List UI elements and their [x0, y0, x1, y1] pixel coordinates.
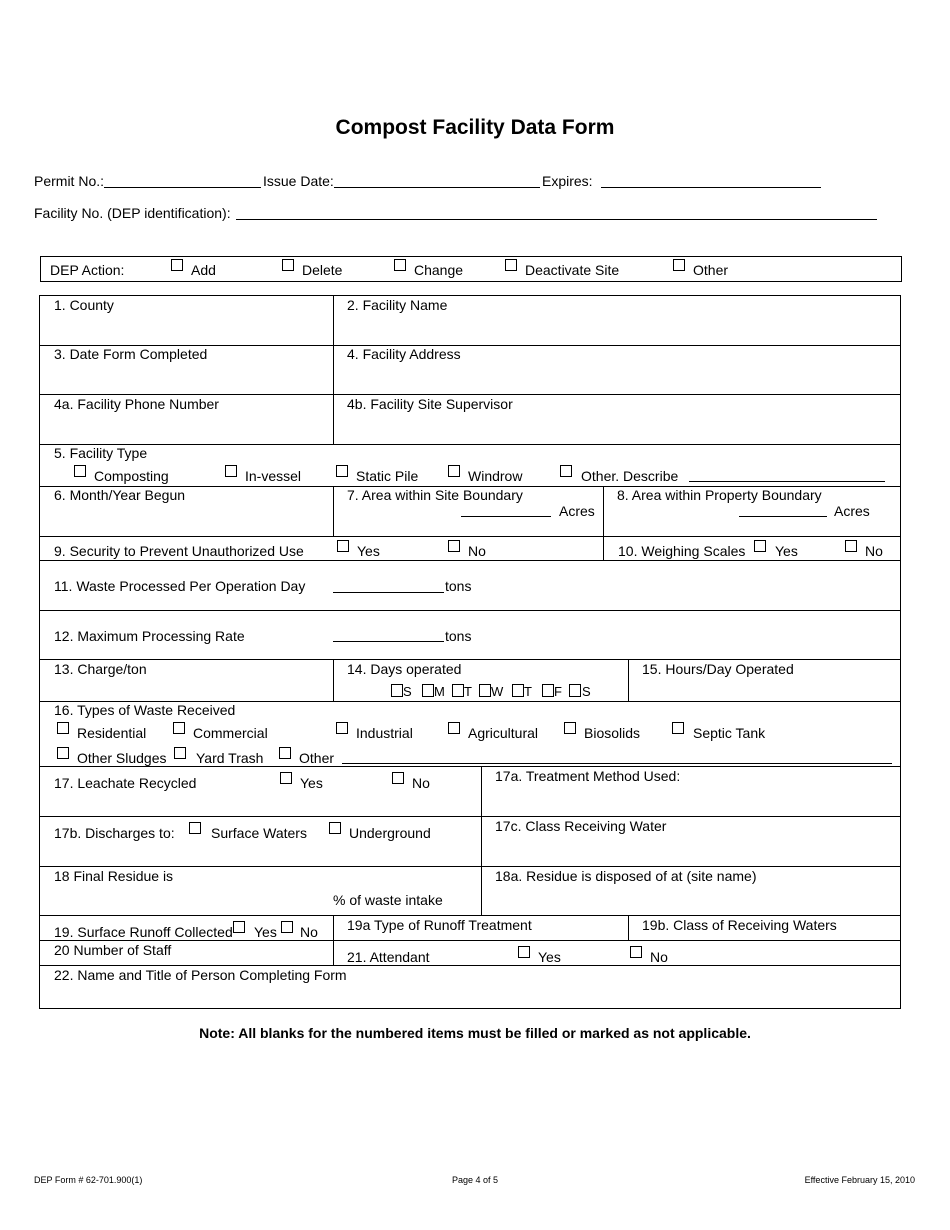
other-action-label: Other: [693, 262, 729, 278]
scales-no-label: No: [865, 543, 883, 559]
attendant-yes-checkbox[interactable]: [518, 946, 530, 958]
composting-checkbox[interactable]: [74, 465, 86, 477]
day-label-wednesday: W: [491, 684, 504, 699]
scales-yes-checkbox[interactable]: [754, 540, 766, 552]
form-note: Note: All blanks for the numbered items must be filled or marked as not applicable.: [199, 1025, 751, 1041]
row-divider: [39, 536, 900, 537]
dep-action-label: DEP Action:: [50, 262, 125, 278]
scales-no-checkbox[interactable]: [845, 540, 857, 552]
treatment-method-label: 17a. Treatment Method Used:: [495, 768, 681, 784]
weighing-scales-label: 10. Weighing Scales: [618, 543, 746, 559]
residue-disposed-label: 18a. Residue is disposed of at (site name): [495, 868, 757, 884]
surface-waters-checkbox[interactable]: [189, 822, 201, 834]
area-property-boundary-label: 8. Area within Property Boundary: [617, 487, 822, 503]
add-checkbox[interactable]: [171, 259, 183, 271]
footer-form-number: DEP Form # 62-701.900(1): [34, 1175, 143, 1185]
page-title: Compost Facility Data Form: [335, 116, 615, 139]
attendant-label: 21. Attendant: [347, 949, 430, 965]
max-processing-rate-tons: tons: [445, 628, 472, 644]
other-action-checkbox[interactable]: [673, 259, 685, 271]
runoff-no-checkbox[interactable]: [281, 921, 293, 933]
col-divider: [333, 915, 334, 965]
class-receiving-water-label: 17c. Class Receiving Water: [495, 818, 667, 834]
dep-action-box: [40, 256, 902, 282]
in-vessel-checkbox[interactable]: [225, 465, 237, 477]
biosolids-checkbox[interactable]: [564, 722, 576, 734]
surface-runoff-label: 19. Surface Runoff Collected: [54, 924, 233, 940]
deactivate-site-label: Deactivate Site: [525, 262, 620, 278]
static-pile-checkbox[interactable]: [336, 465, 348, 477]
residential-label: Residential: [77, 725, 147, 741]
static-pile-label: Static Pile: [356, 468, 419, 484]
waste-processed-field[interactable]: [333, 592, 444, 593]
row-divider: [39, 766, 900, 767]
security-no-label: No: [468, 543, 486, 559]
yard-trash-checkbox[interactable]: [174, 747, 186, 759]
day-label-friday: F: [554, 684, 562, 699]
leachate-no-checkbox[interactable]: [392, 772, 404, 784]
industrial-checkbox[interactable]: [336, 722, 348, 734]
facility-site-supervisor-label: 4b. Facility Site Supervisor: [347, 396, 513, 412]
facility-phone-label: 4a. Facility Phone Number: [54, 396, 219, 412]
other-sludges-label: Other Sludges: [77, 750, 167, 766]
facility-no-field[interactable]: [236, 219, 877, 220]
day-checkbox-saturday[interactable]: [569, 684, 581, 697]
col-divider: [628, 915, 629, 940]
day-label-sunday: S: [403, 684, 412, 699]
day-checkbox-wednesday[interactable]: [479, 684, 491, 697]
expires-field[interactable]: [601, 187, 821, 188]
waste-processed-label: 11. Waste Processed Per Operation Day: [54, 578, 306, 594]
residential-checkbox[interactable]: [57, 722, 69, 734]
leachate-no-label: No: [412, 775, 430, 791]
delete-label: Delete: [302, 262, 343, 278]
commercial-checkbox[interactable]: [173, 722, 185, 734]
area-site-boundary-field[interactable]: [461, 516, 551, 517]
types-of-waste-label: 16. Types of Waste Received: [54, 702, 236, 718]
row-divider: [39, 866, 900, 867]
underground-label: Underground: [349, 825, 431, 841]
leachate-yes-label: Yes: [300, 775, 323, 791]
class-receiving-waters-label: 19b. Class of Receiving Waters: [642, 917, 837, 933]
date-form-completed-label: 3. Date Form Completed: [54, 346, 208, 362]
row-divider: [39, 965, 900, 966]
day-label-thursday: T: [524, 684, 532, 699]
facility-type-label: 5. Facility Type: [54, 445, 148, 461]
runoff-yes-label: Yes: [254, 924, 277, 940]
area-property-boundary-field[interactable]: [739, 516, 827, 517]
row-divider: [39, 560, 900, 561]
permit-no-field[interactable]: [104, 187, 261, 188]
col-divider: [333, 295, 334, 444]
in-vessel-label: In-vessel: [245, 468, 302, 484]
month-year-begun-label: 6. Month/Year Begun: [54, 487, 186, 503]
site-acres-label: Acres: [559, 503, 595, 519]
county-label: 1. County: [54, 297, 114, 313]
other-waste-checkbox[interactable]: [279, 747, 291, 759]
day-label-saturday: S: [582, 684, 591, 699]
max-processing-rate-field[interactable]: [333, 641, 444, 642]
footer-page-number: Page 4 of 5: [451, 1175, 499, 1185]
agricultural-label: Agricultural: [468, 725, 539, 741]
windrow-checkbox[interactable]: [448, 465, 460, 477]
attendant-yes-label: Yes: [538, 949, 561, 965]
other-describe-field[interactable]: [689, 481, 885, 482]
day-checkbox-friday[interactable]: [542, 684, 554, 697]
row-divider: [39, 394, 900, 395]
delete-checkbox[interactable]: [282, 259, 294, 271]
other-sludges-checkbox[interactable]: [57, 747, 69, 759]
day-label-monday: M: [434, 684, 445, 699]
biosolids-label: Biosolids: [584, 725, 641, 741]
permit-no-label: Permit No.:: [34, 173, 105, 189]
surface-waters-label: Surface Waters: [211, 825, 307, 841]
property-acres-label: Acres: [834, 503, 870, 519]
footer-effective-date: Effective February 15, 2010: [804, 1175, 915, 1185]
other-waste-label: Other: [299, 750, 335, 766]
day-checkbox-thursday[interactable]: [512, 684, 524, 697]
row-divider: [39, 816, 900, 817]
row-divider: [39, 659, 900, 660]
facility-address-label: 4. Facility Address: [347, 346, 461, 362]
security-yes-label: Yes: [357, 543, 380, 559]
discharges-to-label: 17b. Discharges to:: [54, 825, 175, 841]
row-divider: [39, 940, 900, 941]
security-label: 9. Security to Prevent Unauthorized Use: [54, 543, 304, 559]
commercial-label: Commercial: [193, 725, 268, 741]
row-divider: [39, 915, 900, 916]
row-divider: [39, 444, 900, 445]
facility-no-label: Facility No. (DEP identification):: [34, 205, 231, 221]
runoff-treatment-label: 19a Type of Runoff Treatment: [347, 917, 532, 933]
composting-label: Composting: [94, 468, 169, 484]
issue-date-field[interactable]: [334, 187, 540, 188]
day-checkbox-tuesday[interactable]: [452, 684, 464, 697]
agricultural-checkbox[interactable]: [448, 722, 460, 734]
runoff-no-label: No: [300, 924, 318, 940]
yard-trash-label: Yard Trash: [196, 750, 264, 766]
change-checkbox[interactable]: [394, 259, 406, 271]
other-describe-label: Other. Describe: [581, 468, 679, 484]
number-of-staff-label: 20 Number of Staff: [54, 942, 172, 958]
col-divider: [603, 486, 604, 560]
septic-tank-checkbox[interactable]: [672, 722, 684, 734]
change-label: Change: [414, 262, 464, 278]
waste-intake-percent-label: % of waste intake: [333, 892, 443, 908]
waste-processed-tons: tons: [445, 578, 472, 594]
day-checkbox-monday[interactable]: [422, 684, 434, 697]
col-divider: [333, 486, 334, 536]
scales-yes-label: Yes: [775, 543, 798, 559]
underground-checkbox[interactable]: [329, 822, 341, 834]
day-checkbox-sunday[interactable]: [391, 684, 403, 697]
security-no-checkbox[interactable]: [448, 540, 460, 552]
leachate-recycled-label: 17. Leachate Recycled: [54, 775, 197, 791]
leachate-yes-checkbox[interactable]: [280, 772, 292, 784]
person-completing-label: 22. Name and Title of Person Completing Form: [54, 967, 347, 983]
security-yes-checkbox[interactable]: [337, 540, 349, 552]
other-waste-field[interactable]: [342, 763, 892, 764]
expires-label: Expires:: [542, 173, 593, 189]
col-divider: [628, 659, 629, 701]
area-site-boundary-label: 7. Area within Site Boundary: [347, 487, 523, 503]
charge-per-ton-label: 13. Charge/ton: [54, 661, 147, 677]
deactivate-site-checkbox[interactable]: [505, 259, 517, 271]
max-processing-rate-label: 12. Maximum Processing Rate: [54, 628, 245, 644]
days-operated-label: 14. Days operated: [347, 661, 462, 677]
col-divider: [481, 766, 482, 915]
windrow-label: Windrow: [468, 468, 523, 484]
industrial-label: Industrial: [356, 725, 413, 741]
day-label-tuesday: T: [464, 684, 472, 699]
attendant-no-checkbox[interactable]: [630, 946, 642, 958]
hours-per-day-label: 15. Hours/Day Operated: [642, 661, 794, 677]
attendant-no-label: No: [650, 949, 668, 965]
other-type-checkbox[interactable]: [560, 465, 572, 477]
facility-name-label: 2. Facility Name: [347, 297, 448, 313]
col-divider: [333, 659, 334, 701]
septic-tank-label: Septic Tank: [693, 725, 766, 741]
add-label: Add: [191, 262, 216, 278]
issue-date-label: Issue Date:: [263, 173, 334, 189]
final-residue-label: 18 Final Residue is: [54, 868, 174, 884]
row-divider: [39, 610, 900, 611]
runoff-yes-checkbox[interactable]: [233, 921, 245, 933]
